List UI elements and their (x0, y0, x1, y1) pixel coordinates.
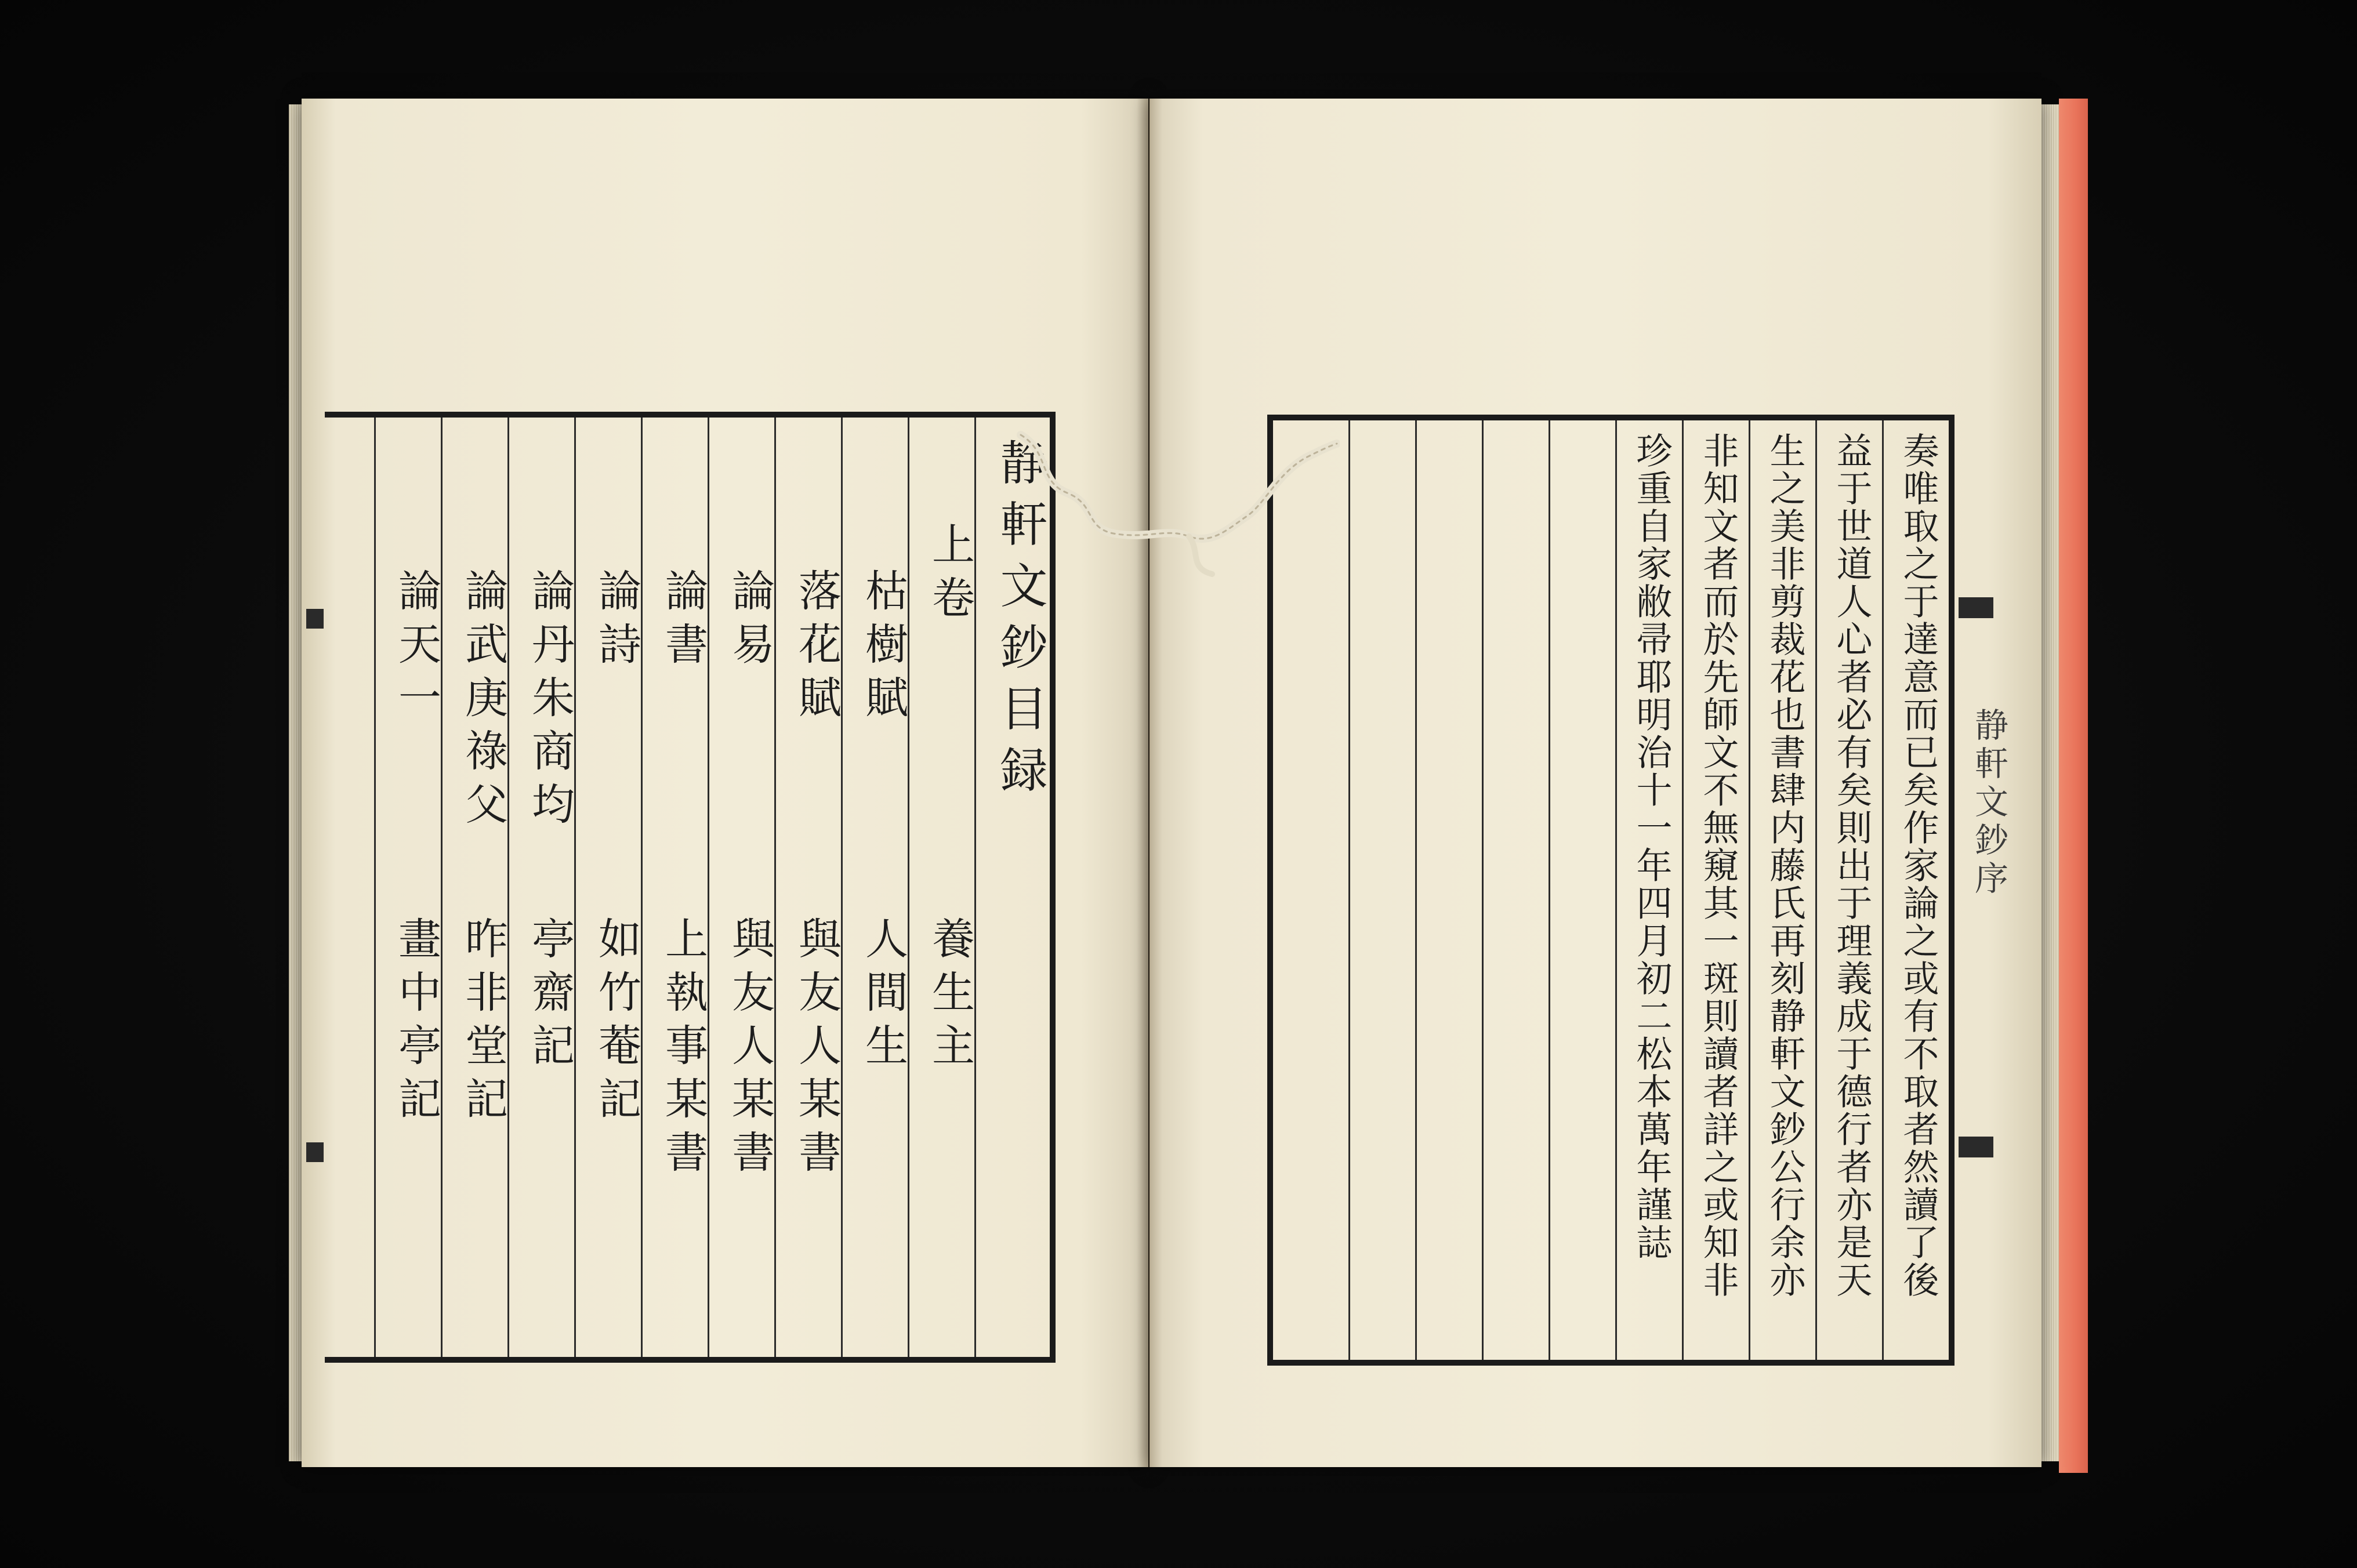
right-page-edges (2041, 104, 2059, 1461)
column-rule (507, 418, 509, 1357)
column-rule (1482, 420, 1484, 1360)
toc-entry: 亭齋記 (525, 916, 575, 1076)
book-gutter (1137, 99, 1162, 1467)
toc-entry: 上卷 (925, 522, 975, 629)
left-page (302, 99, 1148, 1467)
toc-entry: 論書 (658, 568, 708, 675)
preface-line: 珍重自家敝帚耶明治十一年四月初二松本萬年謹誌 (1630, 432, 1673, 1261)
column-rule (1415, 420, 1417, 1360)
open-book (302, 99, 2041, 1467)
column-rule (841, 418, 843, 1357)
toc-entry: 與友人某書 (725, 916, 775, 1183)
toc-entry: 昨非堂記 (458, 916, 508, 1130)
fishtail-mark (306, 609, 324, 629)
fishtail-mark (306, 1142, 324, 1162)
preface-frame (1267, 415, 1955, 1366)
toc-entry: 落花賦 (792, 568, 842, 728)
toc-entry: 論天一 (391, 568, 441, 728)
column-rule (641, 418, 643, 1357)
column-rule (1682, 420, 1684, 1360)
preface-line: 益于世道人心者必有矣則出于理義成于德行者亦是天 (1830, 432, 1873, 1299)
column-rule (1815, 420, 1817, 1360)
table-of-contents-frame (325, 412, 1056, 1363)
book-cover-edge (2059, 99, 2088, 1473)
column-rule (441, 418, 443, 1357)
toc-entry: 人間生 (858, 916, 908, 1076)
column-rule (374, 418, 376, 1357)
right-page (1150, 99, 2041, 1467)
left-page-edges (289, 104, 302, 1461)
column-rule (574, 418, 576, 1357)
toc-entry: 論易 (725, 568, 775, 675)
fishtail-mark (1959, 597, 1993, 618)
toc-entry: 養生主 (925, 916, 975, 1076)
toc-entry: 畫中亭記 (391, 916, 441, 1130)
toc-entry: 與友人某書 (792, 916, 842, 1183)
column-rule (908, 418, 909, 1357)
page-margin-title: 静軒文鈔序 (1969, 707, 2008, 899)
toc-entry: 上執事某書 (658, 916, 708, 1183)
toc-title: 静軒文鈔目録 (992, 438, 1047, 807)
toc-entry: 論詩 (592, 568, 641, 675)
column-rule (1549, 420, 1550, 1360)
column-rule (774, 418, 776, 1357)
preface-line: 奏唯取之于達意而已矣作家論之或有不取者然讀了後 (1897, 432, 1939, 1299)
column-rule (1348, 420, 1350, 1360)
binding-thread (1015, 412, 1340, 632)
toc-entry: 論丹朱商均 (525, 568, 575, 835)
column-rule (1615, 420, 1617, 1360)
column-rule (708, 418, 709, 1357)
preface-line: 非知文者而於先師文不無窺其一斑則讀者詳之或知非 (1697, 432, 1739, 1299)
preface-line: 生之美非剪裁花也書肆内藤氏再刻静軒文鈔公行余亦 (1764, 432, 1806, 1299)
column-rule (1882, 420, 1884, 1360)
toc-entry: 如竹菴記 (592, 916, 641, 1130)
fishtail-mark (1959, 1137, 1993, 1157)
toc-entry: 論武庚祿父 (458, 568, 508, 835)
column-rule (1749, 420, 1750, 1360)
toc-entry: 枯樹賦 (858, 568, 908, 728)
